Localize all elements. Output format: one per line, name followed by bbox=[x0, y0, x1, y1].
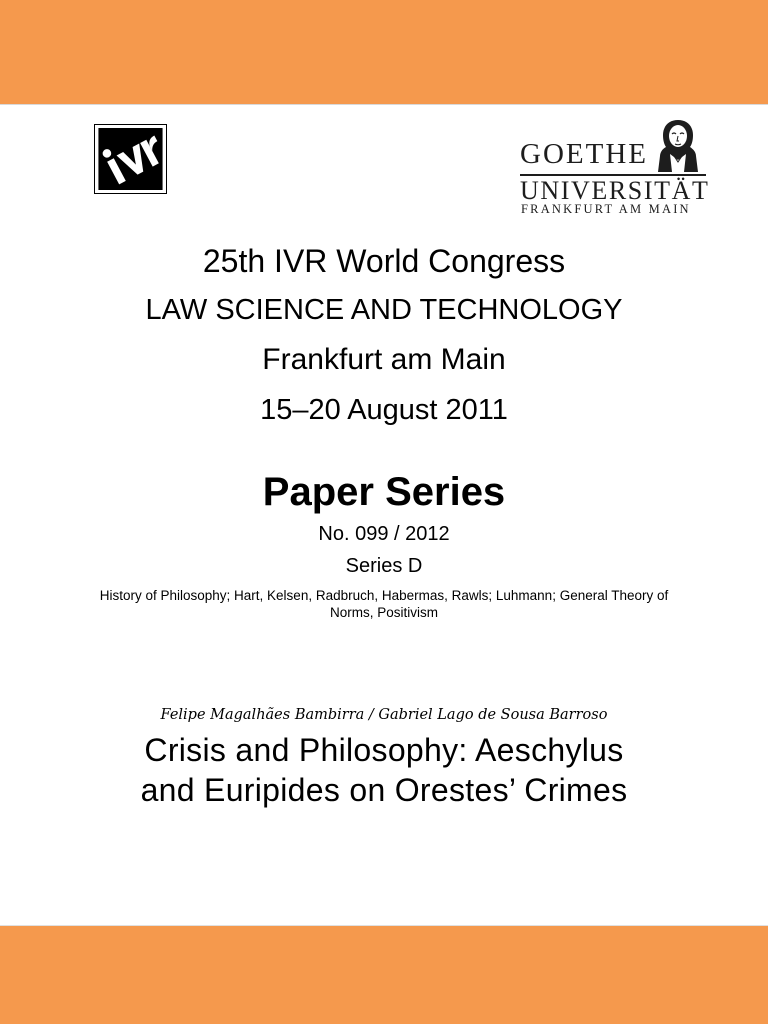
header-divider bbox=[0, 104, 768, 105]
paper-title-line-1: Crisis and Philosophy: Aeschylus bbox=[144, 732, 624, 768]
congress-title: 25th IVR World Congress bbox=[202, 243, 566, 279]
ivr-logo bbox=[94, 124, 167, 194]
footer-band bbox=[0, 926, 768, 1024]
logo-text-universitat: UNIVERSITÄT bbox=[520, 176, 710, 205]
paper-title bbox=[0, 730, 768, 810]
logo-text-goethe: GOETHE bbox=[520, 138, 648, 170]
paper-series-heading: Paper Series bbox=[262, 470, 506, 514]
series-label: Series D bbox=[345, 555, 423, 577]
ivr-logo-mark bbox=[98, 128, 163, 190]
paper-title-line-2: and Euripides on Orestes’ Crimes bbox=[140, 772, 628, 808]
congress-theme: LAW SCIENCE AND TECHNOLOGY bbox=[145, 294, 623, 326]
congress-city: Frankfurt am Main bbox=[262, 343, 506, 376]
logo-text-frankfurt: FRANKFURT AM MAIN bbox=[521, 202, 691, 216]
header-band bbox=[0, 0, 768, 104]
paper-authors: Felipe Magalhães Bambirra / Gabriel Lago de Sousa Barroso bbox=[160, 707, 608, 723]
series-keywords: History of Philosophy; Hart, Kelsen, Radbruch, Habermas, Rawls; Luhmann; General Theory of Norms, Positivism bbox=[99, 588, 669, 620]
paper-number: No. 099 / 2012 bbox=[318, 523, 450, 545]
congress-dates: 15–20 August 2011 bbox=[260, 394, 508, 426]
goethe-portrait-icon bbox=[648, 116, 708, 172]
goethe-university-logo bbox=[518, 116, 710, 216]
